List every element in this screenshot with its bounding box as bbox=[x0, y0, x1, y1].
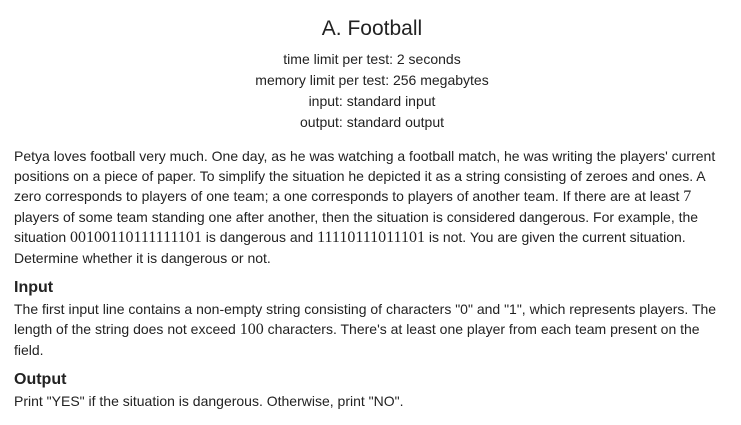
math-number-100: 100 bbox=[239, 321, 264, 338]
problem-limits bbox=[14, 49, 730, 133]
problem-page bbox=[14, 0, 730, 411]
input-description bbox=[14, 299, 730, 360]
math-example-dangerous: 00100110111111101 bbox=[70, 229, 202, 246]
input-text-1: The first input line contains a non-empty string consisting of characters "0" and "1", which represents players. The length of the string does not exceed bbox=[14, 301, 717, 337]
math-number-7: 7 bbox=[683, 188, 692, 205]
output-description: Print "YES" if the situation is dangerous. Otherwise, print "NO". bbox=[14, 393, 404, 409]
output-spec: output: standard output bbox=[300, 114, 444, 130]
math-example-safe: 11110111011101 bbox=[317, 229, 425, 246]
memory-limit: memory limit per test: 256 megabytes bbox=[255, 72, 489, 88]
output-heading: Output bbox=[14, 371, 67, 388]
input-spec: input: standard input bbox=[308, 93, 436, 109]
statement-text-2: players of some team standing one after another, then the situation is considered dangerous. For example, the situation bbox=[14, 209, 699, 245]
statement-text-3: is dangerous and bbox=[201, 229, 318, 245]
problem-title: A. Football bbox=[321, 17, 423, 40]
input-text-2: characters. There's at least one player from each team present on the field. bbox=[14, 321, 700, 358]
statement-text-1: Petya loves football very much. One day, as he was watching a football match, he was writing the players' current positions on a piece of paper. To simplify the situation he depicted it as a string consisting of zeroes and ones. A zero corresponds to players of one team; a one corresponds to players of another team. If there are at least bbox=[14, 148, 716, 204]
statement-text-4: is not. You are given the current situation. Determine whether it is dangerous or not. bbox=[14, 229, 686, 266]
problem-statement bbox=[14, 146, 730, 268]
time-limit: time limit per test: 2 seconds bbox=[283, 51, 461, 67]
input-heading: Input bbox=[14, 279, 54, 296]
